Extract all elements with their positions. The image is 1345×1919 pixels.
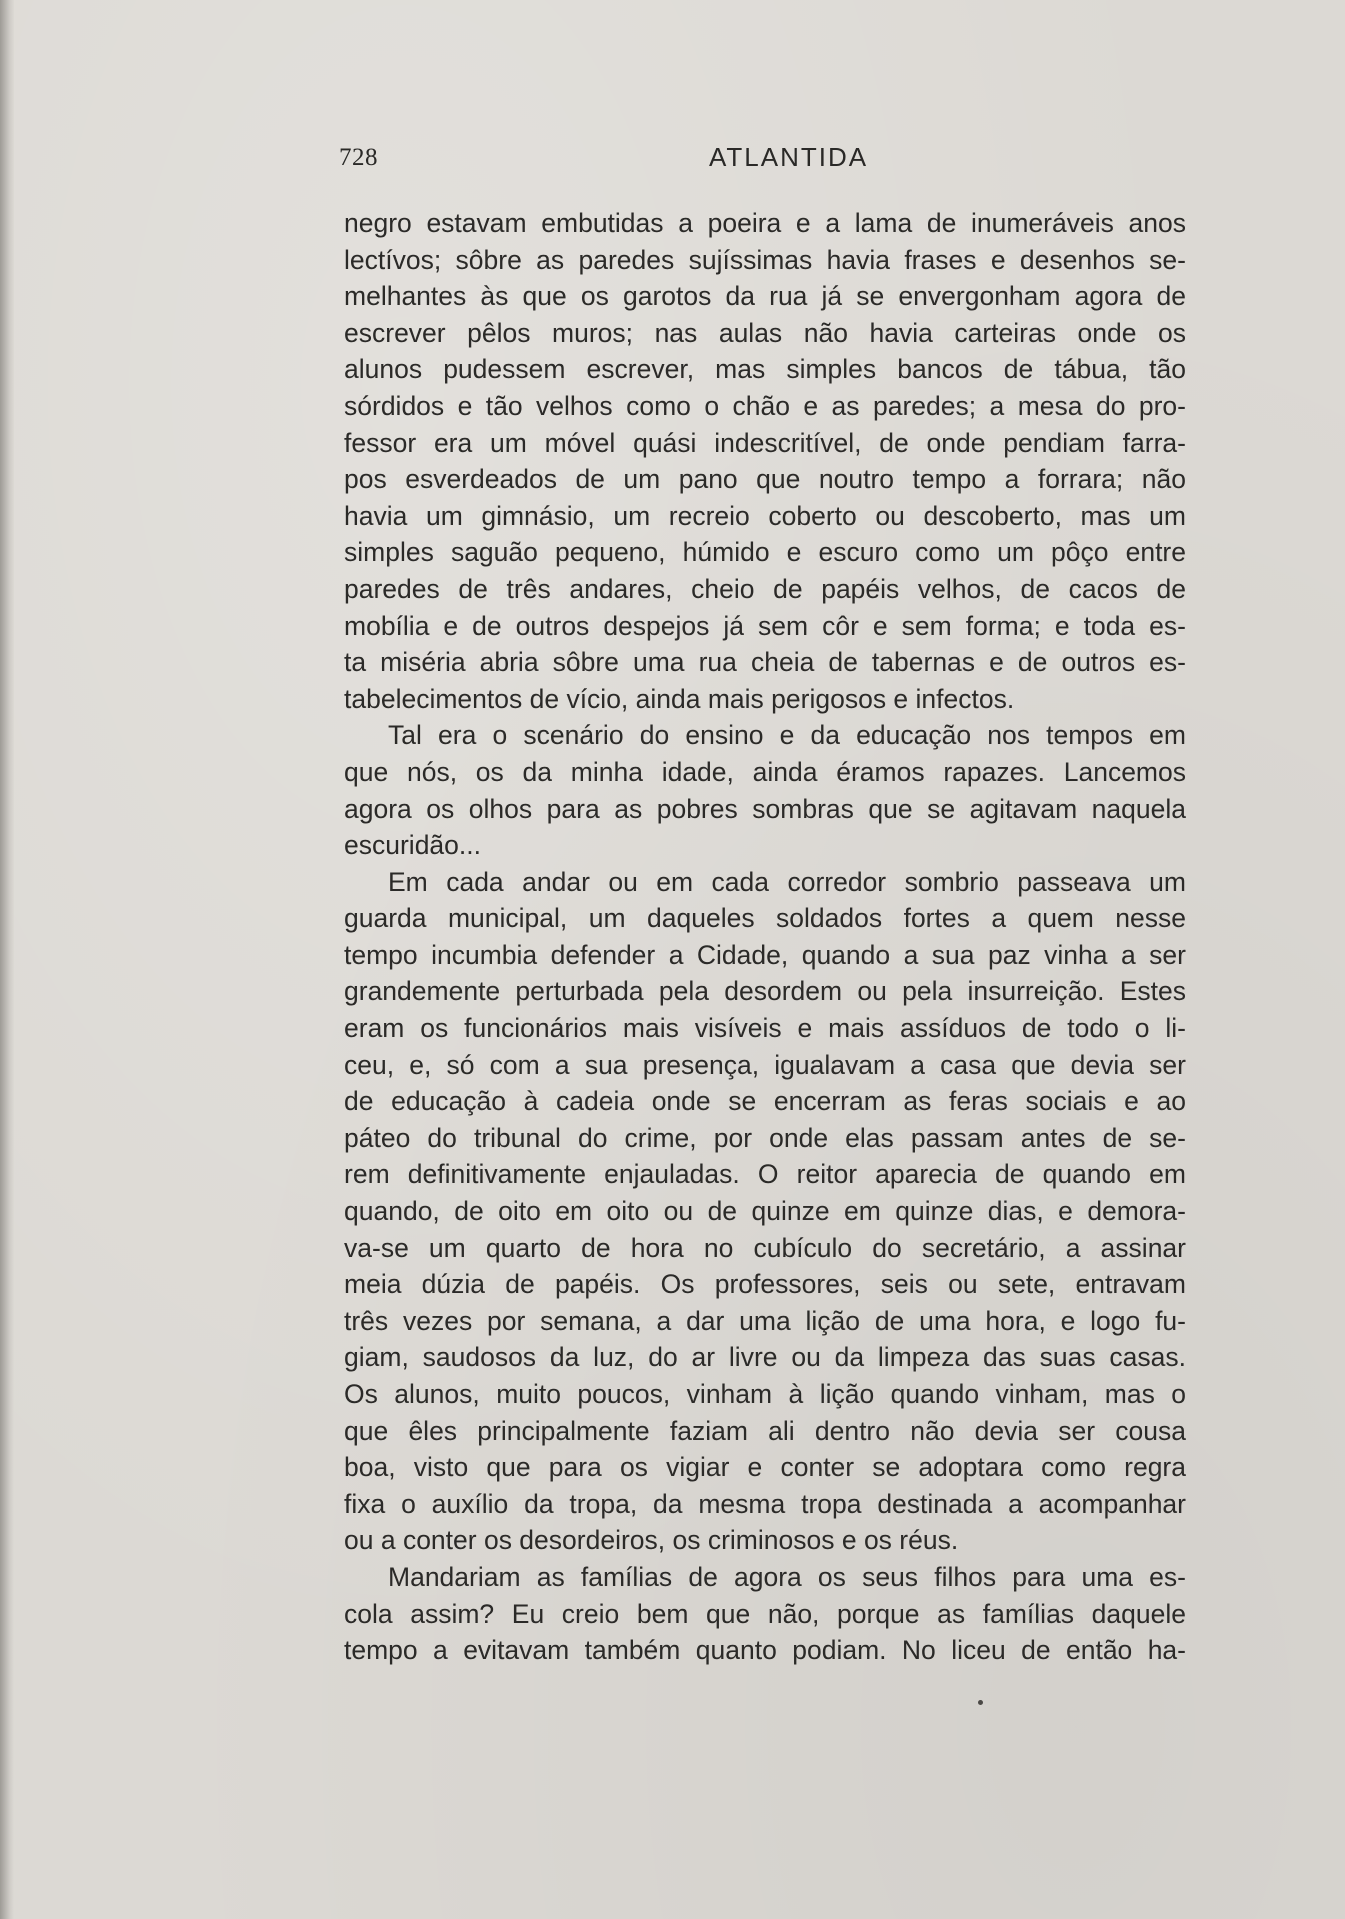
text-line: escuridão...: [344, 830, 481, 861]
text-line: paredes de três andares, cheio de papéis velhos, de cacos de: [344, 573, 1186, 604]
text-line: cola assim? Eu creio bem que não, porque as famílias daquele: [344, 1598, 1186, 1629]
running-head: ATLANTIDA: [709, 142, 869, 172]
text-line: lectívos; sôbre as paredes sujíssimas havia frases e desenhos se-: [344, 244, 1186, 275]
text-line: fixa o auxílio da tropa, da mesma tropa destinada a acompanhar: [344, 1488, 1186, 1519]
text-line: ta miséria abria sôbre uma rua cheia de tabernas e de outros es-: [344, 647, 1186, 678]
text-line: guarda municipal, um daqueles soldados fortes a quem nesse: [344, 903, 1186, 934]
text-line: páteo do tribunal do crime, por onde elas passam antes de se-: [344, 1122, 1186, 1153]
text-line: va-se um quarto de hora no cubículo do secretário, a assinar: [344, 1232, 1186, 1263]
text-line: quando, de oito em oito ou de quinze em quinze dias, e demora-: [344, 1196, 1186, 1227]
text-line: ceu, e, só com a sua presença, igualavam a casa que devia ser: [344, 1049, 1186, 1080]
text-line: três vezes por semana, a dar uma lição de uma hora, e logo fu-: [344, 1305, 1186, 1336]
text-line: ou a conter os desordeiros, os criminosos e os réus.: [344, 1525, 959, 1556]
text-line: grandemente perturbada pela desordem ou pela insurreição. Estes: [344, 976, 1186, 1007]
text-line: tempo a evitavam também quanto podiam. No liceu de então ha-: [344, 1635, 1186, 1666]
text-line: mobília e de outros despejos já sem côr e sem forma; e toda es-: [344, 610, 1186, 641]
text-line: Os alunos, muito poucos, vinham à lição quando vinham, mas o: [344, 1379, 1186, 1409]
ink-dot: [978, 1700, 983, 1705]
page-header: [339, 140, 1199, 180]
text-line: que nós, os da minha idade, ainda éramos rapazes. Lancemos: [344, 756, 1186, 787]
body-text: [344, 205, 1186, 1669]
text-line: Em cada andar ou em cada corredor sombrio passeava um: [388, 866, 1186, 897]
text-line: Mandariam as famílias de agora os seus filhos para uma es-: [388, 1561, 1186, 1592]
text-line: giam, saudosos da luz, do ar livre ou da limpeza das suas casas.: [344, 1342, 1186, 1373]
text-line: boa, visto que para os vigiar e conter se adoptara como regra: [344, 1452, 1186, 1483]
text-line: agora os olhos para as pobres sombras que se agitavam naquela: [344, 793, 1186, 824]
text-line: tempo incumbia defender a Cidade, quando a sua paz vinha a ser: [344, 939, 1186, 970]
text-line: de educação à cadeia onde se encerram as feras sociais e ao: [344, 1086, 1186, 1117]
text-line: escrever pêlos muros; nas aulas não havia carteiras onde os: [344, 317, 1186, 348]
text-line: fessor era um móvel quási indescritível, de onde pendiam farra-: [344, 427, 1186, 458]
page-number: 728: [339, 144, 378, 171]
text-line: tabelecimentos de vício, ainda mais perigosos e infectos.: [344, 683, 1015, 714]
text-line: melhantes às que os garotos da rua já se envergonham agora de: [344, 281, 1186, 312]
text-line: negro estavam embutidas a poeira e a lama de inumeráveis anos: [344, 208, 1186, 238]
text-line: simples saguão pequeno, húmido e escuro como um pôço entre: [344, 537, 1186, 568]
text-line: havia um gimnásio, um recreio coberto ou descoberto, mas um: [344, 500, 1186, 531]
text-line: que êles principalmente faziam ali dentro não devia ser cousa: [344, 1415, 1186, 1446]
page-gutter-shadow: [0, 0, 14, 1919]
text-line: Tal era o scenário do ensino e da educação nos tempos em: [388, 720, 1186, 751]
text-line: rem definitivamente enjauladas. O reitor aparecia de quando em: [344, 1159, 1186, 1190]
text-line: eram os funcionários mais visíveis e mais assíduos de todo o li-: [344, 1013, 1186, 1044]
text-line: pos esverdeados de um pano que noutro tempo a forrara; não: [344, 464, 1186, 495]
text-line: alunos pudessem escrever, mas simples bancos de tábua, tão: [344, 354, 1186, 385]
text-line: meia dúzia de papéis. Os professores, seis ou sete, entravam: [344, 1269, 1186, 1300]
text-line: sórdidos e tão velhos como o chão e as paredes; a mesa do pro-: [344, 390, 1186, 421]
